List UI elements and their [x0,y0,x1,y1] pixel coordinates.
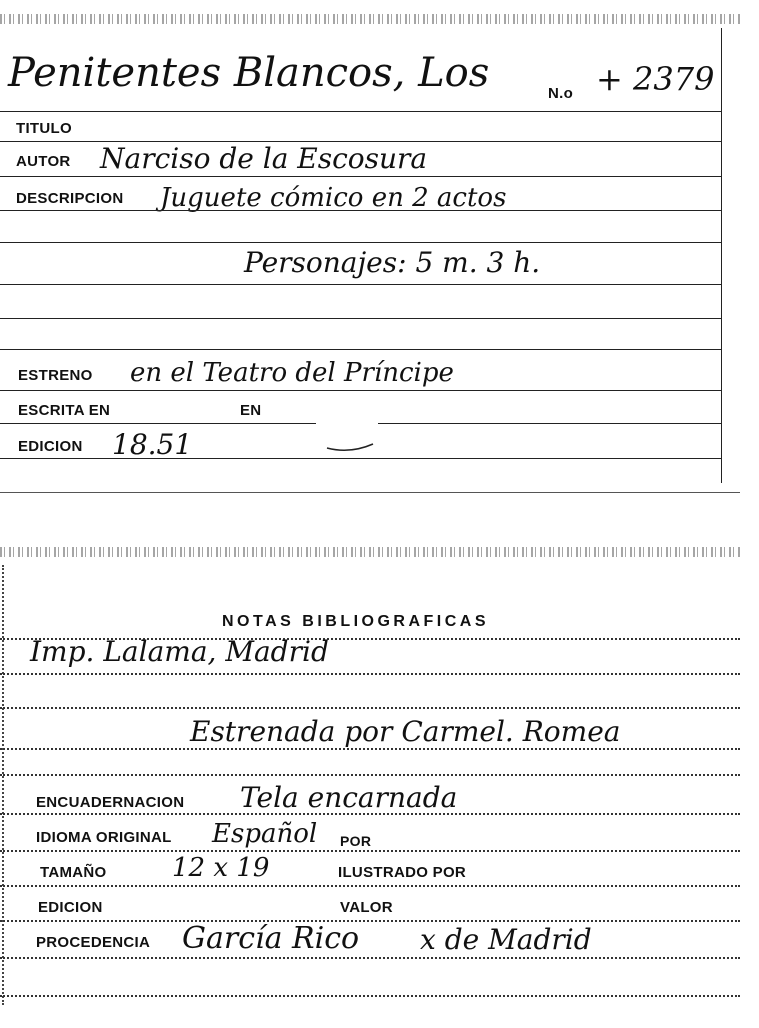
label-por: POR [340,833,372,849]
procedencia-value: García Rico [182,921,360,956]
label-descripcion: DESCRIPCION [16,190,124,207]
label-tamano: TAMAÑO [40,864,107,881]
idioma-value: Español [212,819,318,849]
label-valor: VALOR [340,899,393,916]
note-line-2: Estrenada por Carmel. Romea [190,715,621,748]
autor-value: Narciso de la Escosura [100,142,428,175]
label-ilustrado-por: ILUSTRADO POR [338,864,467,881]
label-estreno: ESTRENO [18,367,93,384]
label-escrita-en: ESCRITA EN [18,402,111,419]
label-titulo: TITULO [16,120,72,137]
descripcion-value: Juguete cómico en 2 actos [160,183,507,213]
card-bottom-edge [0,492,740,493]
label-en: EN [240,402,262,419]
estreno-value: en el Teatro del Príncipe [130,358,454,388]
catalog-card-front [0,0,759,495]
label-procedencia: PROCEDENCIA [36,934,151,951]
label-edicion: EDICION [18,438,83,455]
card-number: + 2379 [596,60,715,98]
notas-heading: NOTAS BIBLIOGRAFICAS [222,613,490,630]
procedencia-extra: x de Madrid [420,923,592,956]
note-line-1: Imp. Lalama, Madrid [30,635,329,668]
number-label: N.o [548,85,574,102]
card-top-edge [0,14,740,24]
catalog-card-back [0,545,759,1028]
label-edicion-back: EDICION [38,899,103,916]
label-idioma-original: IDIOMA ORIGINAL [36,829,172,846]
card-top-edge [0,547,740,557]
encuadernacion-value: Tela encarnada [240,781,458,814]
edicion-value: 18.51 [112,428,193,461]
label-encuadernacion: ENCUADERNACION [36,794,185,811]
personajes-value: Personajes: 5 m. 3 h. [244,246,541,279]
label-autor: AUTOR [16,153,71,170]
title-handwritten: Penitentes Blancos, Los [8,50,490,96]
ink-mark [325,440,375,454]
tamano-value: 12 x 19 [172,853,270,883]
card-right-border [721,28,722,483]
